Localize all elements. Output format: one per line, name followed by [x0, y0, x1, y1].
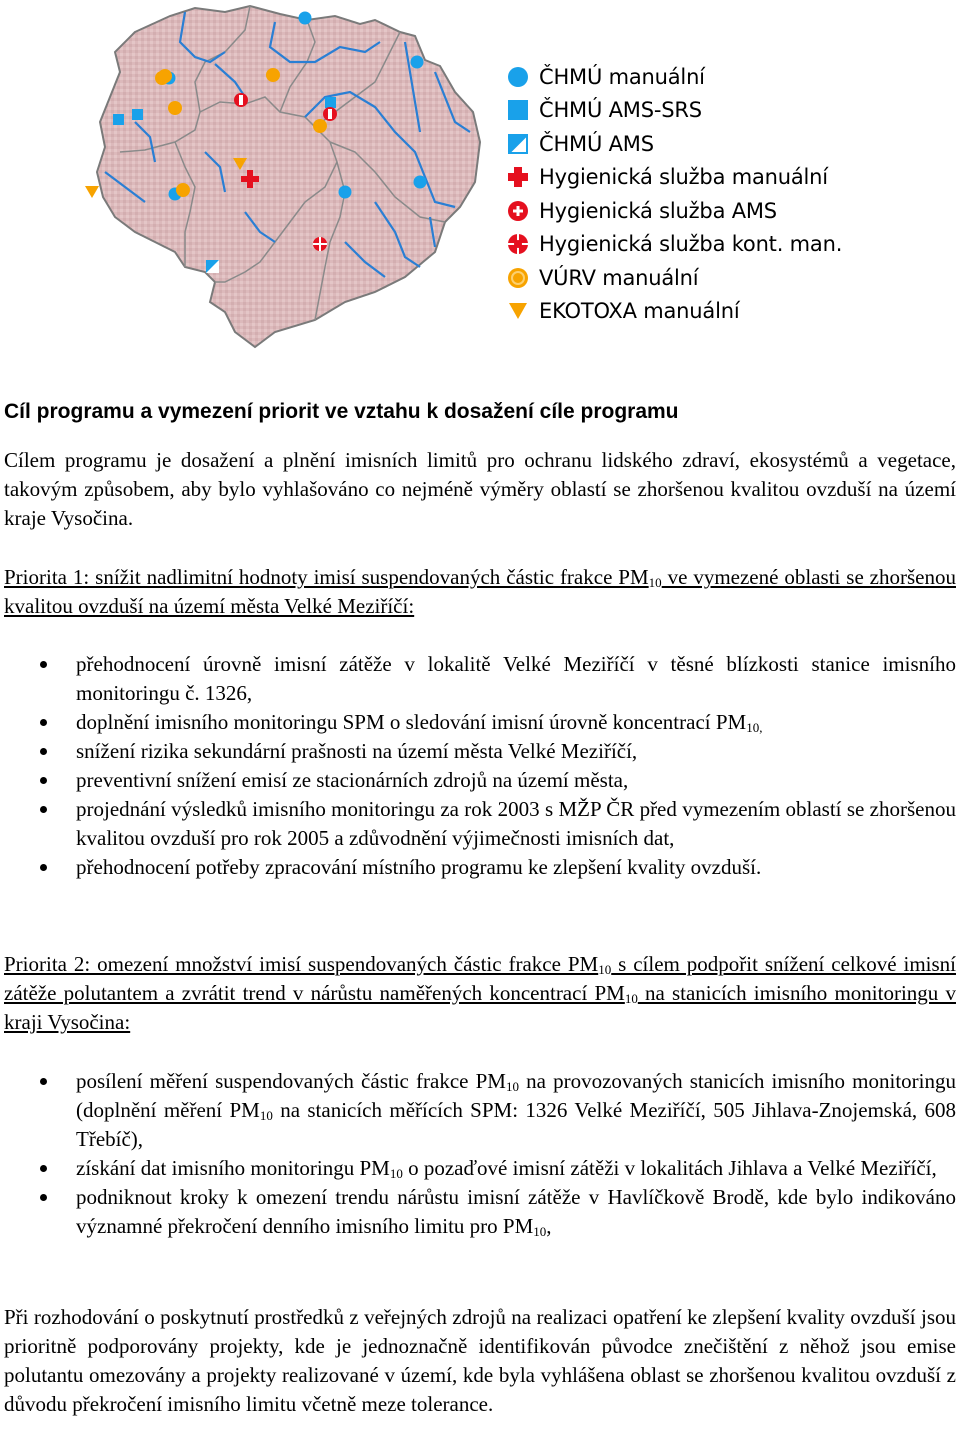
blue-square-icon	[505, 97, 531, 123]
hygiena-cont-station	[313, 237, 327, 251]
priority-1-text-a: Priorita 1: snížit nadlimitní hodnoty imisí suspendovaných částic frakce PM	[4, 565, 649, 589]
list-item-text: o pozaďové imisní zátěži v lokalitách Jihlava a Velké Meziříčí,	[402, 1156, 937, 1180]
list-item	[0, 650, 956, 708]
bullet-icon	[40, 661, 47, 668]
map-legend	[505, 60, 945, 328]
list-item	[0, 708, 956, 737]
ekotoxa-station	[85, 186, 99, 198]
chmu-ams-srs-station	[325, 97, 336, 108]
pm-subscript: 10,	[746, 720, 763, 735]
priority-2-text-a: Priorita 2: omezení množství imisí suspendovaných částic frakce PM	[4, 952, 599, 976]
legend-item	[505, 228, 945, 262]
section-heading: Cíl programu a vymezení priorit ve vztahu k dosažení cíle programu	[4, 400, 679, 423]
bullet-icon	[40, 719, 47, 726]
legend-label: ČHMÚ AMS	[539, 131, 654, 156]
priority-1-list	[0, 650, 956, 882]
chmu-manual-station	[411, 56, 424, 69]
list-item-text: doplnění imisního monitoringu SPM o sledování imisní úrovně koncentrací PM	[76, 710, 747, 734]
list-item-text: na provozovaných stanicích imisního monitoringu (doplnění měření PM	[76, 1069, 956, 1122]
chmu-ams-station	[206, 260, 219, 273]
list-item	[0, 795, 956, 853]
legend-item	[505, 194, 945, 228]
list-item-text: přehodnocení potřeby zpracování místního programu ke zlepšení kvality ovzduší.	[76, 855, 762, 879]
chmu-ams-srs-station	[113, 114, 124, 125]
list-item	[0, 737, 956, 766]
legend-label: VÚRV manuální	[539, 265, 699, 290]
list-item-text: posílení měření suspendovaných částic frakce PM	[76, 1069, 506, 1093]
legend-label: Hygienická služba manuální	[539, 165, 828, 190]
bullet-icon	[40, 864, 47, 871]
chmu-manual-station	[299, 12, 312, 25]
list-item-text: podniknout kroky k omezení trendu nárůstu imisní zátěže v Havlíčkově Brodě, kde bylo indikováno významné překročení denního imisního limitu pro PM	[76, 1185, 956, 1238]
intro-paragraph: Cílem programu je dosažení a plnění imisních limitů pro ochranu lidského zdraví, ekosystémů a vegetace, takovým způsobem, aby bylo vyhlašováno co nejméně výměry oblastí se zhoršenou kvalitou ovzduší na území kraje Vysočina.	[4, 448, 956, 530]
closing-paragraph: Při rozhodování o poskytnutí prostředků z veřejných zdrojů na realizaci opatření ke zlepšení kvality ovzduší jsou prioritně podporovány projekty, kde je jednoznačně identifikován původce znečištění z něhož jsou emise polutantu omezovány a projekty realizované v území, kde byla vyhlášena oblast se zhoršenou kvalitou ovzduší z důvodu překročení imisního limitu včetně meze tolerance.	[4, 1305, 956, 1416]
list-item	[0, 1154, 956, 1183]
pm-subscript: 10	[648, 575, 662, 590]
priority-2-text-b: s cílem podpořit snížení celkové imisní zátěže polutantem a zvrátit trend v nárůstu naměřených koncentrací PM	[4, 952, 956, 1005]
red-target-cross-icon	[505, 231, 531, 257]
bullet-icon	[40, 777, 47, 784]
vurv-station	[313, 119, 327, 133]
priority-2-text-c: na stanicích imisního monitoringu v kraji Vysočina:	[4, 981, 956, 1034]
chmu-manual-station	[414, 176, 427, 189]
orange-triangle-icon	[505, 298, 531, 324]
legend-label: Hygienická služba kont. man.	[539, 232, 843, 257]
vurv-station	[176, 183, 190, 197]
bullet-icon	[40, 1078, 47, 1085]
list-item	[0, 766, 956, 795]
region-map-svg	[75, 2, 495, 352]
list-item	[0, 853, 956, 882]
pm-subscript: 10	[505, 1079, 519, 1094]
legend-item	[505, 127, 945, 161]
pm-subscript: 10	[533, 1224, 547, 1239]
list-item-text: na stanicích měřících SPM: 1326 Velké Meziříčí, 505 Jihlava-Znojemská, 608 Třebíč),	[76, 1098, 956, 1151]
blue-half-square-icon	[505, 131, 531, 157]
legend-label: ČHMÚ manuální	[539, 64, 705, 89]
vurv-station	[266, 68, 280, 82]
legend-label: Hygienická služba AMS	[539, 198, 777, 223]
pm-subscript: 10	[259, 1108, 273, 1123]
legend-label: ČHMÚ AMS-SRS	[539, 98, 702, 123]
vurv-station	[155, 71, 169, 85]
list-item-text: snížení rizika sekundární prašnosti na území města Velké Meziříčí,	[76, 739, 638, 763]
bullet-icon	[40, 1165, 47, 1172]
pm-subscript: 10	[624, 991, 638, 1006]
chmu-manual-station	[339, 186, 352, 199]
orange-circle-icon	[505, 265, 531, 291]
priority-2-list	[0, 1067, 956, 1241]
list-item-text: ,	[546, 1214, 552, 1238]
list-item-text: získání dat imisního monitoringu PM	[76, 1156, 390, 1180]
bullet-icon	[40, 1194, 47, 1201]
legend-item	[505, 161, 945, 195]
legend-item	[505, 94, 945, 128]
red-circle-plus-icon	[505, 198, 531, 224]
list-item	[0, 1067, 956, 1154]
priority-2-title	[4, 950, 956, 1037]
list-item-text: projednání výsledků imisního monitoringu za rok 2003 s MŽP ČR před vymezením oblastí se zhoršenou kvalitou ovzduší pro rok 2005 a zdůvodnění výjimečnosti imisních dat,	[76, 797, 956, 850]
blue-circle-icon	[505, 64, 531, 90]
vurv-station	[168, 101, 182, 115]
bullet-icon	[40, 748, 47, 755]
legend-item	[505, 261, 945, 295]
priority-1-title	[4, 563, 956, 621]
pm-subscript: 10	[389, 1166, 403, 1181]
red-cross-icon	[505, 164, 531, 190]
list-item-text: preventivní snížení emisí ze stacionárních zdrojů na území města,	[76, 768, 629, 792]
region-map	[75, 2, 495, 352]
legend-item	[505, 60, 945, 94]
legend-item	[505, 295, 945, 329]
bullet-icon	[40, 806, 47, 813]
pm-subscript: 10	[598, 962, 612, 977]
legend-label: EKOTOXA manuální	[539, 299, 740, 324]
chmu-ams-srs-station	[132, 109, 143, 120]
list-item	[0, 1183, 956, 1241]
priority-1-text-b: ve vymezené oblasti se zhoršenou kvalitou ovzduší na území města Velké Meziříčí:	[4, 565, 956, 618]
list-item-text: přehodnocení úrovně imisní zátěže v lokalitě Velké Meziříčí v těsné blízkosti stanice imisního monitoringu č. 1326,	[76, 652, 956, 705]
